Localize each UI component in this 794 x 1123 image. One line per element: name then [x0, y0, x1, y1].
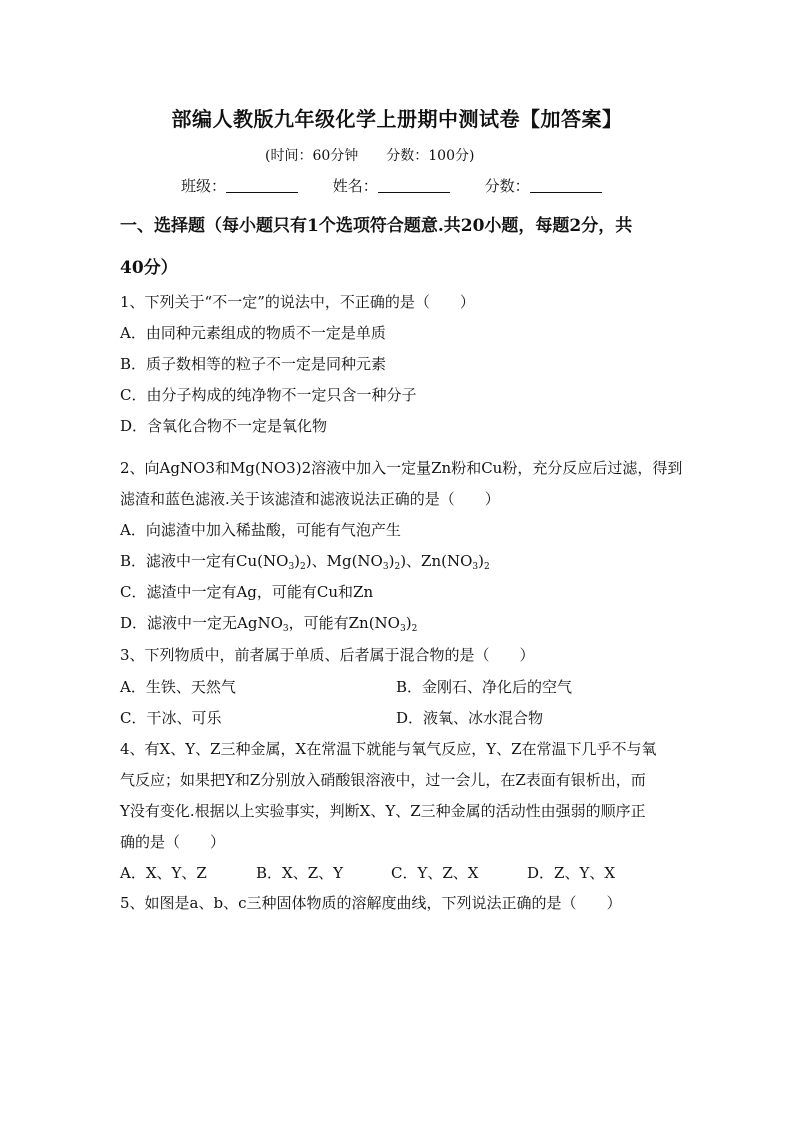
name-blank — [378, 178, 450, 193]
exam-time-score: (时间：60分钟 分数：100分) — [265, 148, 475, 164]
q4-stem-line1: 4、有X、Y、Z三种金属，X在常温下就能与氧气反应，Y、Z在常温下几乎不与氧 — [120, 740, 657, 758]
q3-stem: 3、下列物质中，前者属于单质、后者属于混合物的是（ ） — [120, 646, 535, 664]
name-label: 姓名： — [332, 177, 378, 195]
q2-option-b: B．滤液中一定有$Cu(NO_3)_2$)、$Mg(NO_3)_2$)、$Zn(NO_3)_2$ — [120, 552, 490, 572]
q3-option-d: D．液氧、冰水混合物 — [396, 709, 544, 727]
q2-stem-line1: 2、向AgNO3和Mg(NO3)2溶液中加入一定量Zn粉和Cu粉，充分反应后过滤，得到 — [120, 459, 683, 477]
page-title: 部编人教版九年级化学上册期中测试卷【加答案】 — [171, 107, 623, 131]
q4-option-d: D．Z、Y、X — [527, 864, 616, 882]
q3-option-b: B．金刚石、净化后的空气 — [396, 678, 573, 696]
q4-option-c: C．Y、Z、X — [391, 864, 479, 882]
q1-option-c: C．由分子构成的纯净物不一定只含一种分子 — [120, 386, 417, 404]
class-blank — [226, 178, 298, 193]
q1-option-a: A．由同种元素组成的物质不一定是单质 — [120, 324, 386, 342]
q2-option-c: C．滤渣中一定有Ag，可能有Cu和Zn — [120, 583, 374, 601]
section-heading-line1: 一、选择题（每小题只有1个选项符合题意.共20小题，每题2分，共 — [120, 216, 633, 236]
q2-option-d: D．滤液中一定无AgNO$_3$，可能有$Zn(NO_3)_2$ — [120, 614, 418, 634]
q3-option-c: C．干冰、可乐 — [120, 709, 222, 727]
q4-stem-line4: 确的是（ ） — [120, 833, 226, 851]
q5-stem: 5、如图是a、b、c三种固体物质的溶解度曲线，下列说法正确的是（ ） — [120, 894, 622, 912]
q2-option-a: A．向滤渣中加入稀盐酸，可能有气泡产生 — [120, 521, 401, 539]
class-label: 班级： — [181, 177, 227, 195]
q4-option-b: B．X、Z、Y — [256, 864, 344, 882]
student-info-row — [181, 175, 632, 196]
q1-option-b: B．质子数相等的粒子不一定是同种元素 — [120, 355, 387, 373]
score-label: 分数： — [484, 177, 530, 195]
q1-option-d: D．含氧化合物不一定是氧化物 — [120, 417, 328, 435]
q1-stem: 1、下列关于“不一定”的说法中，不正确的是（ ） — [120, 293, 475, 311]
q4-stem-line3: Y没有变化.根据以上实验事实，判断X、Y、Z三种金属的活动性由强弱的顺序正 — [120, 802, 646, 820]
q3-option-a: A．生铁、天然气 — [120, 678, 236, 696]
q4-option-a: A．X、Y、Z — [120, 864, 207, 882]
section-heading-line2: 40分） — [120, 258, 178, 278]
score-blank — [530, 178, 602, 193]
q4-stem-line2: 气反应；如果把Y和Z分别放入硝酸银溶液中，过一会儿，在Z表面有银析出，而 — [120, 771, 646, 789]
q2-stem-line2: 滤渣和蓝色滤液.关于该滤渣和滤液说法正确的是（ ） — [120, 490, 500, 508]
